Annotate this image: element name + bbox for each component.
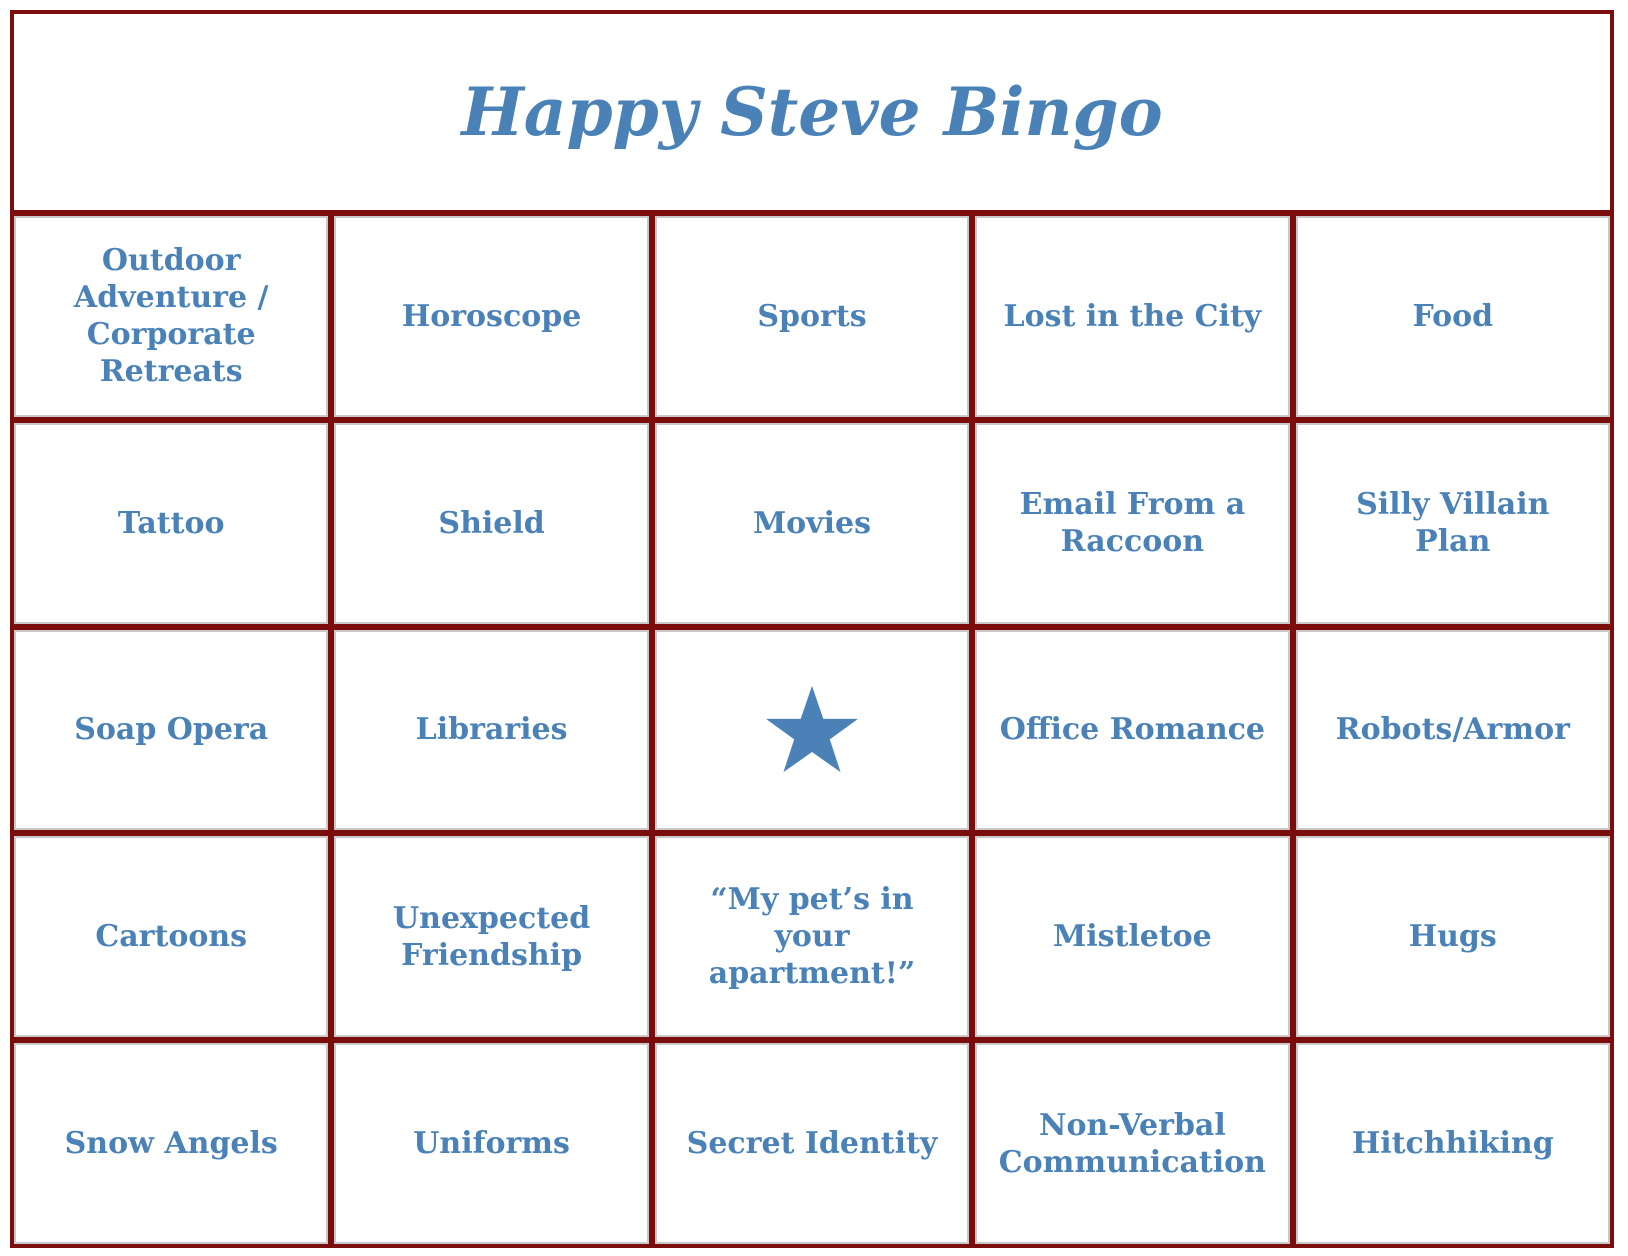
- bingo-cell-r2c4[interactable]: Email From a Raccoon: [975, 423, 1289, 624]
- star-icon: [764, 684, 860, 776]
- bingo-cell-r5c5[interactable]: Hitchhiking: [1296, 1043, 1610, 1244]
- bingo-cell-r1c1[interactable]: Outdoor Adventure / Corporate Retreats: [14, 216, 328, 417]
- bingo-cell-r4c1[interactable]: Cartoons: [14, 836, 328, 1037]
- bingo-cell-r1c3[interactable]: Sports: [655, 216, 969, 417]
- bingo-cell-r3c5[interactable]: Robots/Armor: [1296, 630, 1610, 831]
- bingo-cell-r4c3[interactable]: “My pet’s in your apartment!”: [655, 836, 969, 1037]
- bingo-cell-r5c4[interactable]: Non-Verbal Communication: [975, 1043, 1289, 1244]
- bingo-cell-r5c2[interactable]: Uniforms: [334, 1043, 648, 1244]
- bingo-cell-r4c5[interactable]: Hugs: [1296, 836, 1610, 1037]
- bingo-cell-r1c4[interactable]: Lost in the City: [975, 216, 1289, 417]
- bingo-cell-r5c3[interactable]: Secret Identity: [655, 1043, 969, 1244]
- page-title: Happy Steve Bingo: [461, 73, 1163, 151]
- bingo-cell-r2c1[interactable]: Tattoo: [14, 423, 328, 624]
- bingo-card: [10, 10, 1614, 1248]
- bingo-cell-r3c2[interactable]: Libraries: [334, 630, 648, 831]
- free-space-cell[interactable]: [655, 630, 969, 831]
- bingo-cell-r4c2[interactable]: Unexpected Friendship: [334, 836, 648, 1037]
- bingo-cell-r2c5[interactable]: Silly Villain Plan: [1296, 423, 1610, 624]
- bingo-cell-r1c5[interactable]: Food: [1296, 216, 1610, 417]
- bingo-cell-r3c1[interactable]: Soap Opera: [14, 630, 328, 831]
- bingo-cell-r4c4[interactable]: Mistletoe: [975, 836, 1289, 1037]
- bingo-cell-r2c2[interactable]: Shield: [334, 423, 648, 624]
- bingo-cell-r5c1[interactable]: Snow Angels: [14, 1043, 328, 1244]
- bingo-cell-r1c2[interactable]: Horoscope: [334, 216, 648, 417]
- bingo-cell-r3c4[interactable]: Office Romance: [975, 630, 1289, 831]
- title-row: [14, 14, 1610, 216]
- bingo-grid: [14, 216, 1610, 1244]
- bingo-cell-r2c3[interactable]: Movies: [655, 423, 969, 624]
